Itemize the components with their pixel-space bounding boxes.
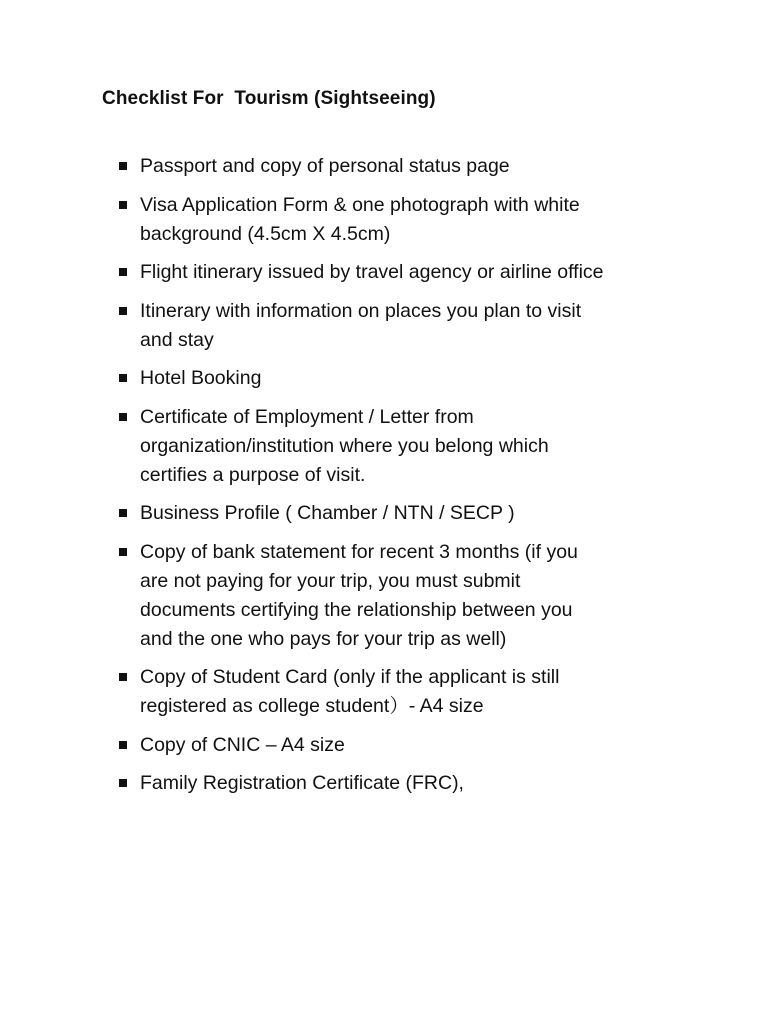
- list-item: [116, 731, 686, 760]
- list-item-text: Itinerary with information on places you plan to visit and stay: [140, 299, 582, 351]
- square-bullet-icon: [119, 741, 127, 749]
- page-title: Checklist For Tourism (Sightseeing): [102, 88, 436, 109]
- list-item: [116, 364, 686, 393]
- list-item: [116, 403, 686, 490]
- list-item-text: Certificate of Employment / Letter from organization/institution where you belong which certifies a purpose of visit.: [140, 405, 549, 486]
- square-bullet-icon: [119, 374, 127, 382]
- checklist: [116, 152, 686, 808]
- list-item: [116, 663, 686, 721]
- square-bullet-icon: [119, 673, 127, 681]
- list-item: [116, 769, 686, 798]
- list-item: [116, 499, 686, 528]
- list-item-text: Copy of CNIC – A4 size: [140, 733, 345, 756]
- list-item-text: Copy of bank statement for recent 3 months (if you are not paying for your trip, you must submit documents certifying the relationship between you and the one who pays for your trip as well): [140, 540, 578, 650]
- square-bullet-icon: [119, 268, 127, 276]
- list-item: [116, 538, 686, 654]
- list-item: [116, 297, 686, 355]
- square-bullet-icon: [119, 307, 127, 315]
- list-item: [116, 191, 686, 249]
- list-item-text: Visa Application Form & one photograph with white background (4.5cm X 4.5cm): [140, 193, 580, 245]
- square-bullet-icon: [119, 548, 127, 556]
- list-item: [116, 258, 686, 287]
- list-item-text: Passport and copy of personal status page: [140, 155, 510, 177]
- square-bullet-icon: [119, 413, 127, 421]
- square-bullet-icon: [119, 201, 127, 209]
- square-bullet-icon: [119, 509, 127, 517]
- square-bullet-icon: [119, 779, 127, 787]
- list-item-text: Hotel Booking: [140, 367, 262, 389]
- list-item-text: Copy of Student Card (only if the applicant is still registered as college student）- A4 size: [140, 666, 560, 717]
- list-item: [116, 152, 686, 181]
- list-item-text: Business Profile ( Chamber / NTN / SECP ): [140, 502, 515, 524]
- square-bullet-icon: [119, 162, 127, 170]
- list-item-text: Flight itinerary issued by travel agency or airline office: [140, 261, 604, 283]
- list-item-text: Family Registration Certificate (FRC),: [140, 772, 464, 794]
